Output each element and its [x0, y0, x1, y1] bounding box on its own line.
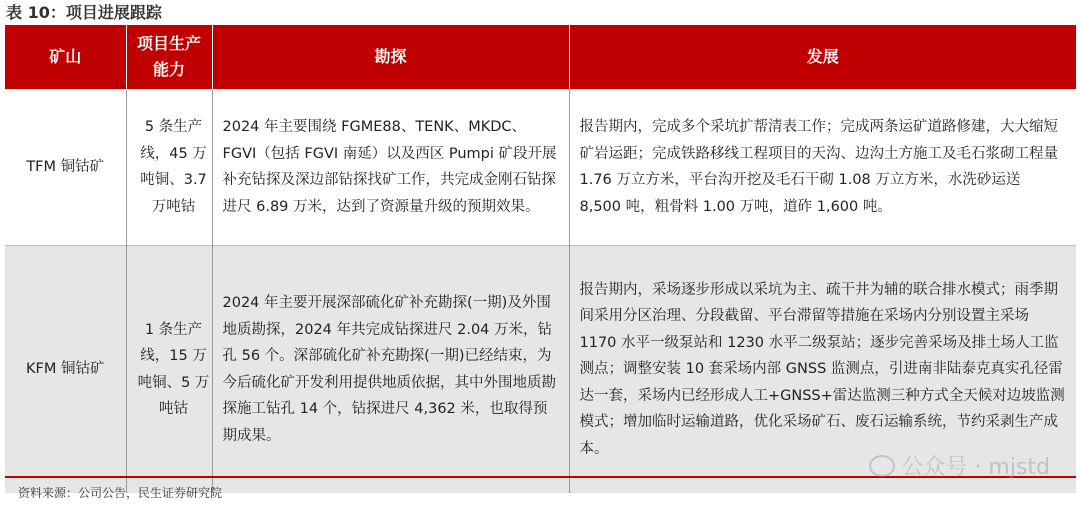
- project-progress-table: [5, 25, 1076, 493]
- cell-capacity: [126, 89, 212, 246]
- cell-mine-text: KFM 铜钴矿: [26, 361, 105, 378]
- header-capacity: [126, 25, 212, 89]
- cell-mine-text: TFM 铜钴矿: [26, 158, 105, 175]
- header-development: 发展: [569, 25, 1076, 89]
- wechat-icon: [869, 455, 895, 477]
- cell-capacity-text: 5 条生产线，45 万吨铜、3.7 万吨钴: [140, 119, 207, 215]
- watermark-text: 公众号 · mjstd: [901, 455, 1050, 480]
- cell-capacity: [126, 246, 212, 494]
- header-exploration: 勘探: [212, 25, 569, 89]
- cell-exploration: 2024 年主要开展深部硫化矿补充勘探(一期)及外围地质勘探，2024 年共完成钻探进尺 2.04 万米，钻孔 56 个。深部硫化矿补充勘探(一期)已经结束，为今后硫化矿开发利用提供地质依据，其中外围地质勘探施工钻孔 14 个，钻探进尺 4,362 米，也取得预期成果。: [212, 246, 569, 494]
- cell-capacity-text: 1 条生产线，15 万吨铜、5 万吨钴: [137, 321, 210, 417]
- source-note: 资料来源：公司公告，民生证券研究院: [18, 486, 223, 500]
- header-mine: 矿山: [5, 25, 126, 89]
- cell-mine: [5, 246, 126, 494]
- table-header-row: [5, 25, 1076, 89]
- table-title: 表 10：项目进展跟踪: [6, 3, 162, 22]
- watermark: [869, 450, 1050, 481]
- header-capacity-label: 项目生产能力: [136, 34, 201, 79]
- cell-mine: [5, 89, 126, 246]
- cell-development: 报告期内，完成多个采坑扩帮清表工作；完成两条运矿道路修建，大大缩短矿岩运距；完成铁路移线工程项目的天沟、边沟土方施工及毛石浆砌工程量 1.76 万立方米，平台沟开挖及毛石干砌 1.08 万立方米，水洗砂运送 8,500 吨，粗骨料 1.00 万吨，道砟 1,600 吨。: [569, 89, 1076, 246]
- cell-exploration: 2024 年主要围绕 FGME88、TENK、MKDC、FGVI（包括 FGVI 南延）以及西区 Pumpi 矿段开展补充钻探及深边部钻探找矿工作，共完成金刚石钻探进尺 6.89 万米，达到了资源量升级的预期效果。: [212, 89, 569, 246]
- cell-development: 报告期内，采场逐步形成以采坑为主、疏干井为辅的联合排水模式；雨季期间采用分区治理、分段截留、平台滞留等措施在采场内分别设置主采场 1170 水平一级泵站和 1230 水平二级泵站；逐步完善采场及排土场人工监测点；调整安装 10 套采场内部 GNSS 监测点，引进南非陆泰克真实孔径雷达一套，采场内已经形成人工+GNSS+雷达监测三种方式全天候对边坡监测模式；增加临时运输道路，优化采场矿石、废石运输系统，节约采剥生产成本。: [569, 246, 1076, 494]
- table-row: [5, 89, 1076, 246]
